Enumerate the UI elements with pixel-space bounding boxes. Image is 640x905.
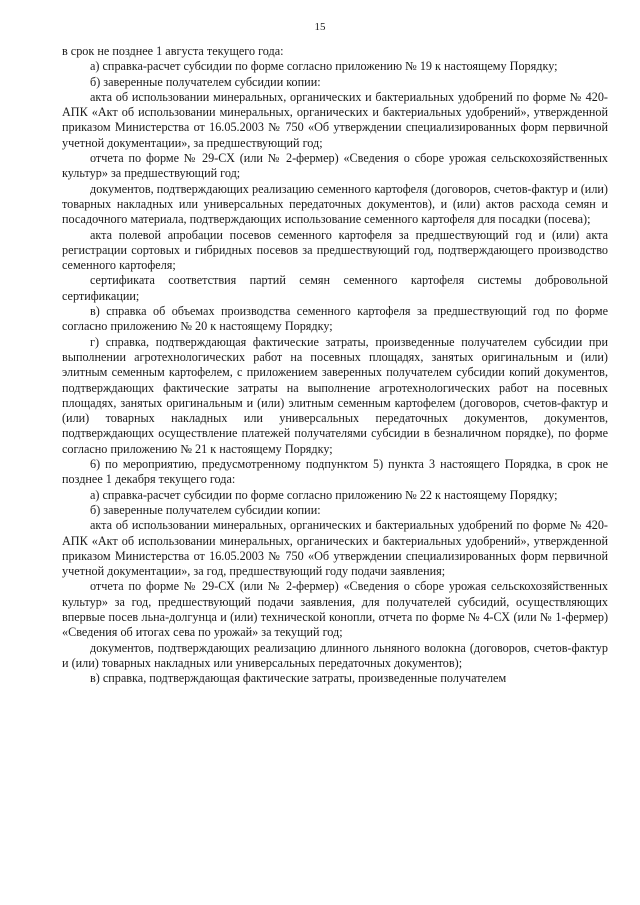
paragraph: б) заверенные получателем субсидии копии: bbox=[90, 502, 321, 517]
paragraph: б) заверенные получателем субсидии копии: bbox=[90, 74, 321, 89]
paragraph: а) справка-расчет субсидии по форме согласно приложению № 19 к настоящему Порядку; bbox=[90, 59, 558, 74]
page-number: 15 bbox=[314, 21, 326, 33]
paragraph: а) справка-расчет субсидии по форме согласно приложению № 22 к настоящему Порядку; bbox=[90, 487, 558, 502]
paragraph: в срок не позднее 1 августа текущего года: bbox=[62, 44, 284, 58]
paragraph: сертификата соответствия партий семян семенного картофеля системы добровольной сертификации; bbox=[62, 273, 608, 303]
paragraph: отчета по форме № 29-СХ (или № 2-фермер) «Сведения о сборе урожая сельскохозяйственных культур» за предшествующий год; bbox=[62, 151, 608, 181]
paragraph: в) справка, подтверждающая фактические затраты, произведенные получателем bbox=[90, 671, 507, 686]
paragraph: в) справка об объемах производства семенного картофеля за предшествующий год по форме согласно приложению № 20 к настоящему Порядку; bbox=[62, 304, 608, 334]
paragraph: отчета по форме № 29-СХ (или № 2-фермер) «Сведения о сборе урожая сельскохозяйственных культур» за год, предшествующий подачи заявления, для получателей субсидий, осуществляющих впервые посев льна-долгунца и (или) технической конопли, отчета по форме № 4-СХ (или № 1-фермер) «Сведения об итогах сева по урожай» за текущий год; bbox=[62, 579, 608, 640]
document-body bbox=[62, 44, 608, 686]
paragraph: г) справка, подтверждающая фактические затраты, произведенные получателем субсидии при выполнении агротехнологических работ на посевных площадях, занятых оригинальным и (или) элитным семенным картофелем, с приложением заверенных получателем субсидии копий документов, подтверждающих фактические затраты на выполнение агротехнологических работ на посевных площадях, занятых оригинальным и (или) элитным семенным картофелем (договоров, счетов-фактур и (или) товарных накладных или универсальных передаточных документов, документов, подтверждающих осуществление платежей получателями субсидии в безналичном порядке), по форме согласно приложению № 21 к настоящему Порядку; bbox=[62, 334, 608, 456]
paragraph: акта об использовании минеральных, органических и бактериальных удобрений по форме № 420-АПК «Акт об использовании минеральных, органических и бактериальных удобрений», утвержденной приказом Министерства от 16.05.2003 № 750 «Об утверждении специализированных форм первичной учетной документации», за предшествующий год; bbox=[62, 89, 608, 150]
paragraph: документов, подтверждающих реализацию семенного картофеля (договоров, счетов-фактур и (или) товарных накладных или универсальных передаточных документов), и (или) актов расхода семян и посадочного материала, подтверждающих использование семенного картофеля для посадки (посева); bbox=[62, 181, 608, 227]
paragraph: акта полевой апробации посевов семенного картофеля за предшествующий год и (или) акта регистрации сортовых и гибридных посевов за предшествующий год, подтверждающего производство семенного картофеля; bbox=[62, 227, 608, 273]
paragraph: 6) по мероприятию, предусмотренному подпунктом 5) пункта 3 настоящего Порядка, в срок не позднее 1 декабря текущего года: bbox=[62, 457, 608, 487]
paragraph: акта об использовании минеральных, органических и бактериальных удобрений по форме № 420-АПК «Акт об использовании минеральных, органических и бактериальных удобрений», утвержденной приказом Министерства от 16.05.2003 № 750 «Об утверждении специализированных форм первичной учетной документации», за год, предшествующий году подачи заявления; bbox=[62, 518, 608, 579]
paragraph: документов, подтверждающих реализацию длинного льняного волокна (договоров, счетов-фактур и (или) товарных накладных или универсальных передаточных документов); bbox=[62, 640, 608, 670]
